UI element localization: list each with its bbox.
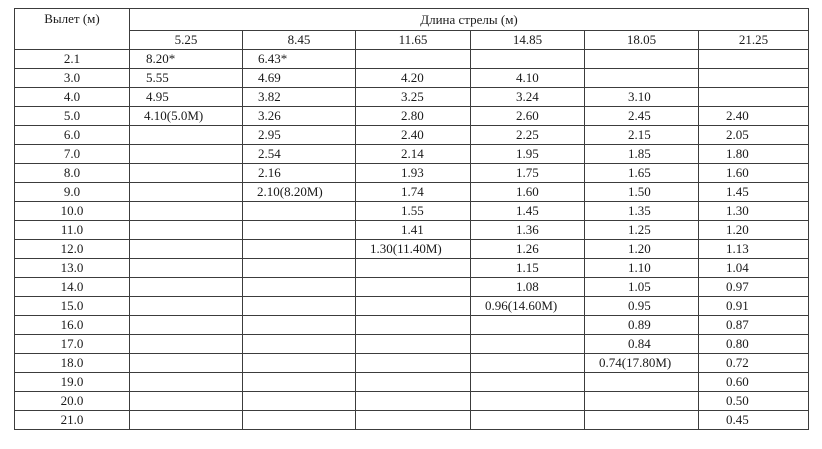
capacity-cell: 1.08 [471, 278, 585, 297]
capacity-cell: 1.80 [699, 145, 809, 164]
capacity-cell [243, 373, 356, 392]
table-row [15, 202, 809, 221]
capacity-cell [585, 373, 699, 392]
capacity-cell: 0.50 [699, 392, 809, 411]
capacity-cell: 2.40 [699, 107, 809, 126]
capacity-cell: 1.05 [585, 278, 699, 297]
table-row [15, 107, 809, 126]
capacity-cell: 0.80 [699, 335, 809, 354]
reach-cell: 16.0 [15, 316, 130, 335]
capacity-cell [471, 50, 585, 69]
capacity-cell: 0.45 [699, 411, 809, 430]
capacity-cell: 2.45 [585, 107, 699, 126]
capacity-cell: 1.04 [699, 259, 809, 278]
capacity-cell [130, 240, 243, 259]
table-row [15, 221, 809, 240]
capacity-cell [699, 69, 809, 88]
capacity-cell: 4.20 [356, 69, 471, 88]
table-row [15, 411, 809, 430]
table-row [15, 240, 809, 259]
capacity-cell [356, 392, 471, 411]
capacity-cell [243, 354, 356, 373]
capacity-cell [130, 297, 243, 316]
capacity-cell [243, 316, 356, 335]
capacity-cell: 1.55 [356, 202, 471, 221]
capacity-cell: 1.10 [585, 259, 699, 278]
capacity-cell: 1.25 [585, 221, 699, 240]
capacity-cell: 1.26 [471, 240, 585, 259]
capacity-cell: 1.60 [699, 164, 809, 183]
reach-cell: 9.0 [15, 183, 130, 202]
boom-length-cell: 18.05 [585, 31, 699, 50]
capacity-cell: 1.93 [356, 164, 471, 183]
capacity-cell: 5.55 [130, 69, 243, 88]
capacity-cell: 2.05 [699, 126, 809, 145]
capacity-cell: 0.72 [699, 354, 809, 373]
reach-cell: 21.0 [15, 411, 130, 430]
capacity-cell: 2.25 [471, 126, 585, 145]
capacity-cell [130, 202, 243, 221]
table-row [15, 164, 809, 183]
capacity-cell [356, 50, 471, 69]
capacity-cell [585, 50, 699, 69]
reach-cell: 20.0 [15, 392, 130, 411]
capacity-cell [356, 259, 471, 278]
capacity-cell [130, 392, 243, 411]
reach-cell: 3.0 [15, 69, 130, 88]
capacity-cell [130, 126, 243, 145]
capacity-cell [243, 278, 356, 297]
capacity-cell: 1.95 [471, 145, 585, 164]
table-row [15, 278, 809, 297]
capacity-cell: 4.10(5.0M) [130, 107, 243, 126]
capacity-cell [130, 259, 243, 278]
capacity-cell [356, 354, 471, 373]
reach-cell: 8.0 [15, 164, 130, 183]
table-row [15, 297, 809, 316]
capacity-cell: 0.74(17.80M) [585, 354, 699, 373]
table-row [15, 316, 809, 335]
capacity-cell: 1.50 [585, 183, 699, 202]
reach-cell: 11.0 [15, 221, 130, 240]
capacity-cell [243, 335, 356, 354]
table-row [15, 373, 809, 392]
capacity-cell: 3.26 [243, 107, 356, 126]
capacity-cell [471, 354, 585, 373]
reach-cell: 18.0 [15, 354, 130, 373]
table-row [15, 50, 809, 69]
table-row [15, 88, 809, 107]
capacity-cell [243, 240, 356, 259]
boom-length-cell: 11.65 [356, 31, 471, 50]
table-head [15, 9, 809, 50]
reach-cell: 2.1 [15, 50, 130, 69]
capacity-cell [130, 278, 243, 297]
capacity-cell: 3.24 [471, 88, 585, 107]
table-row [15, 354, 809, 373]
capacity-cell: 0.96(14.60M) [471, 297, 585, 316]
reach-cell: 5.0 [15, 107, 130, 126]
capacity-cell: 1.45 [699, 183, 809, 202]
capacity-cell [243, 221, 356, 240]
capacity-cell [130, 411, 243, 430]
capacity-cell: 1.36 [471, 221, 585, 240]
table-row [15, 259, 809, 278]
capacity-cell [356, 297, 471, 316]
boom-lengths-row [15, 31, 809, 50]
boom-length-cell: 5.25 [130, 31, 243, 50]
capacity-cell: 1.35 [585, 202, 699, 221]
capacity-cell: 2.15 [585, 126, 699, 145]
table-row [15, 392, 809, 411]
capacity-cell: 2.54 [243, 145, 356, 164]
reach-cell: 13.0 [15, 259, 130, 278]
capacity-cell: 2.60 [471, 107, 585, 126]
boom-length-header: Длина стрелы (м) [130, 9, 809, 31]
reach-cell: 12.0 [15, 240, 130, 259]
capacity-cell [130, 183, 243, 202]
reach-cell: 10.0 [15, 202, 130, 221]
capacity-cell: 2.14 [356, 145, 471, 164]
capacity-cell: 1.60 [471, 183, 585, 202]
table-row [15, 145, 809, 164]
table-row [15, 126, 809, 145]
header-row-top [15, 9, 809, 31]
table-row [15, 183, 809, 202]
boom-length-cell: 8.45 [243, 31, 356, 50]
reach-cell: 4.0 [15, 88, 130, 107]
capacity-cell [356, 373, 471, 392]
capacity-cell [130, 335, 243, 354]
capacity-cell: 1.15 [471, 259, 585, 278]
reach-cell: 19.0 [15, 373, 130, 392]
capacity-cell: 1.74 [356, 183, 471, 202]
capacity-cell [243, 411, 356, 430]
boom-length-cell: 21.25 [699, 31, 809, 50]
capacity-cell: 4.69 [243, 69, 356, 88]
capacity-cell: 0.95 [585, 297, 699, 316]
capacity-cell [585, 392, 699, 411]
capacity-cell [130, 221, 243, 240]
table-row [15, 69, 809, 88]
capacity-cell: 1.45 [471, 202, 585, 221]
capacity-cell: 0.91 [699, 297, 809, 316]
capacity-cell: 1.41 [356, 221, 471, 240]
capacity-cell [471, 411, 585, 430]
capacity-cell [243, 297, 356, 316]
load-chart-table [14, 8, 809, 430]
reach-cell: 14.0 [15, 278, 130, 297]
capacity-cell: 3.82 [243, 88, 356, 107]
capacity-cell: 6.43* [243, 50, 356, 69]
capacity-cell [356, 411, 471, 430]
capacity-cell [130, 164, 243, 183]
capacity-cell: 8.20* [130, 50, 243, 69]
capacity-cell [471, 316, 585, 335]
reach-cell: 6.0 [15, 126, 130, 145]
capacity-cell: 2.40 [356, 126, 471, 145]
capacity-cell: 2.10(8.20M) [243, 183, 356, 202]
capacity-cell: 3.25 [356, 88, 471, 107]
capacity-cell [585, 69, 699, 88]
capacity-cell: 0.60 [699, 373, 809, 392]
reach-cell: 17.0 [15, 335, 130, 354]
reach-column-header: Вылет (м) [15, 9, 130, 50]
capacity-cell [585, 411, 699, 430]
capacity-cell: 2.80 [356, 107, 471, 126]
capacity-cell [699, 88, 809, 107]
capacity-cell [699, 50, 809, 69]
capacity-cell: 1.13 [699, 240, 809, 259]
capacity-cell: 0.87 [699, 316, 809, 335]
capacity-cell: 1.75 [471, 164, 585, 183]
capacity-cell [243, 392, 356, 411]
capacity-cell: 1.20 [585, 240, 699, 259]
capacity-cell: 1.85 [585, 145, 699, 164]
capacity-cell: 0.89 [585, 316, 699, 335]
capacity-cell [471, 392, 585, 411]
capacity-cell [130, 354, 243, 373]
capacity-cell [130, 316, 243, 335]
table-body [15, 50, 809, 430]
capacity-cell [356, 278, 471, 297]
capacity-cell [471, 335, 585, 354]
reach-cell: 15.0 [15, 297, 130, 316]
capacity-cell: 1.20 [699, 221, 809, 240]
capacity-cell: 1.65 [585, 164, 699, 183]
capacity-cell: 0.97 [699, 278, 809, 297]
reach-cell: 7.0 [15, 145, 130, 164]
capacity-cell [243, 259, 356, 278]
capacity-cell [471, 373, 585, 392]
capacity-cell: 4.95 [130, 88, 243, 107]
capacity-cell [356, 335, 471, 354]
capacity-cell [130, 145, 243, 164]
capacity-cell [130, 373, 243, 392]
capacity-cell: 0.84 [585, 335, 699, 354]
capacity-cell: 4.10 [471, 69, 585, 88]
capacity-cell: 1.30(11.40M) [356, 240, 471, 259]
capacity-cell: 2.16 [243, 164, 356, 183]
capacity-cell: 3.10 [585, 88, 699, 107]
boom-length-cell: 14.85 [471, 31, 585, 50]
capacity-cell: 1.30 [699, 202, 809, 221]
capacity-cell [243, 202, 356, 221]
capacity-cell: 2.95 [243, 126, 356, 145]
capacity-cell [356, 316, 471, 335]
table-row [15, 335, 809, 354]
